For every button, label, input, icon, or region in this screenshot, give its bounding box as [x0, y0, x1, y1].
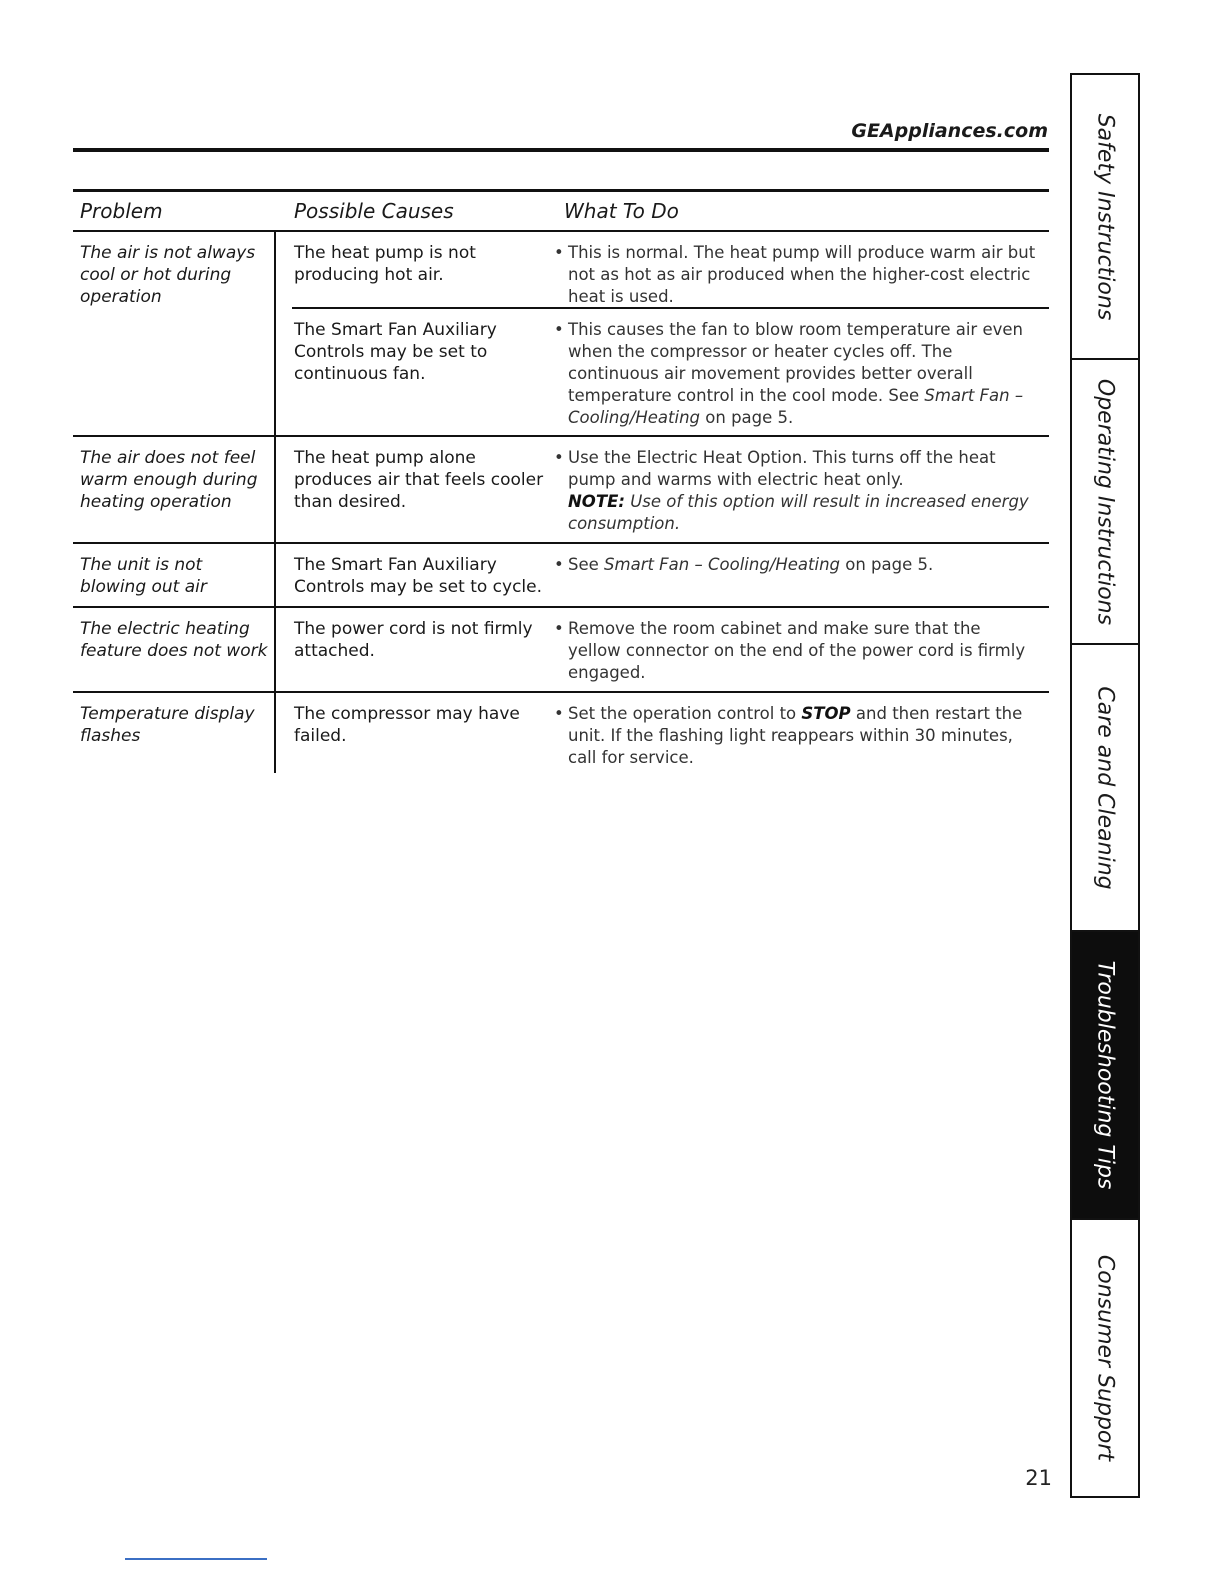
reference-smart-fan: Smart Fan – Cooling/Heating [568, 386, 1024, 427]
tab-label: Safety Instructions [1092, 113, 1118, 320]
page-number: 21 [1025, 1466, 1052, 1490]
bullet-icon: • [554, 448, 564, 467]
top-rule [73, 148, 1049, 152]
tab-label: Troubleshooting Tips [1092, 960, 1118, 1190]
cause-text: The heat pump is not producing hot air. [294, 243, 476, 285]
header-possible-causes: Possible Causes [294, 199, 454, 223]
reference-smart-fan: Smart Fan – Cooling/Heating [604, 555, 841, 574]
note-label: NOTE: [568, 492, 625, 511]
bullet-icon: • [554, 619, 564, 638]
table-row [73, 232, 1049, 437]
cause-text: The power cord is not firmly attached. [294, 619, 533, 661]
link-underline [125, 1558, 267, 1560]
cause-block [292, 608, 1049, 691]
column-divider [274, 437, 276, 542]
problem-text: The unit is not blowing out air [80, 555, 207, 597]
todo-text: • See Smart Fan – Cooling/Heating on page 5. [554, 555, 934, 574]
tab-operating-instructions[interactable] [1072, 360, 1138, 645]
tab-consumer-support[interactable] [1072, 1220, 1138, 1496]
table-row [73, 437, 1049, 544]
header-problem: Problem [80, 199, 163, 223]
bullet-icon: • [554, 320, 564, 339]
cause-block [292, 309, 1049, 435]
troubleshooting-table [73, 189, 1049, 773]
cause-text: The heat pump alone produces air that feels cooler than desired. [294, 448, 544, 512]
cause-text: The compressor may have failed. [294, 704, 520, 746]
tab-troubleshooting-tips[interactable] [1072, 932, 1138, 1220]
tab-label: Operating Instructions [1092, 378, 1118, 625]
cause-block [292, 437, 1049, 542]
note-text: Use of this option will result in increased energy consumption. [568, 492, 1029, 533]
column-divider [274, 544, 276, 606]
section-tabs [1070, 73, 1140, 1498]
todo-text: • This causes the fan to blow room temperature air even when the compressor or heater cycles off. The continuous air movement provides better overall temperature control in the cool mode. See Smart Fan – Cooling/Heating on page 5. [554, 320, 1024, 427]
table-header-row [73, 189, 1049, 232]
table-row [73, 693, 1049, 773]
cause-block [292, 693, 1049, 773]
tab-label: Consumer Support [1092, 1254, 1118, 1462]
cause-text: The Smart Fan Auxiliary Controls may be set to continuous fan. [294, 320, 497, 384]
column-divider [274, 232, 276, 435]
cause-block [292, 232, 1049, 309]
stop-label: STOP [801, 704, 851, 723]
table-row [73, 544, 1049, 608]
column-divider [274, 693, 276, 773]
tab-care-and-cleaning[interactable] [1072, 645, 1138, 932]
header-what-to-do: What To Do [564, 199, 679, 223]
problem-text: Temperature display flashes [80, 704, 255, 746]
todo-text: • Use the Electric Heat Option. This turns off the heat pump and warms with electric heat only. NOTE: Use of this option will result in increased energy consumption. [554, 448, 1029, 533]
tab-label: Care and Cleaning [1092, 685, 1118, 890]
todo-text: • Remove the room cabinet and make sure that the yellow connector on the end of the power cord is firmly engaged. [554, 619, 1026, 682]
tab-safety-instructions[interactable] [1072, 75, 1138, 360]
cause-block [292, 544, 1049, 606]
bullet-icon: • [554, 243, 564, 262]
column-divider [274, 608, 276, 691]
site-url: GEAppliances.com [851, 120, 1048, 142]
table-row [73, 608, 1049, 693]
problem-text: The air is not always cool or hot during operation [80, 243, 256, 307]
bullet-icon: • [554, 704, 564, 723]
todo-text: • Set the operation control to STOP and then restart the unit. If the flashing light reappears within 30 minutes, call for service. [554, 704, 1023, 767]
problem-text: The air does not feel warm enough during heating operation [80, 448, 258, 512]
cause-text: The Smart Fan Auxiliary Controls may be set to cycle. [294, 555, 543, 597]
bullet-icon: • [554, 555, 564, 574]
todo-text: • This is normal. The heat pump will produce warm air but not as hot as air produced when the higher-cost electric heat is used. [554, 243, 1036, 306]
problem-text: The electric heating feature does not work [80, 619, 268, 661]
